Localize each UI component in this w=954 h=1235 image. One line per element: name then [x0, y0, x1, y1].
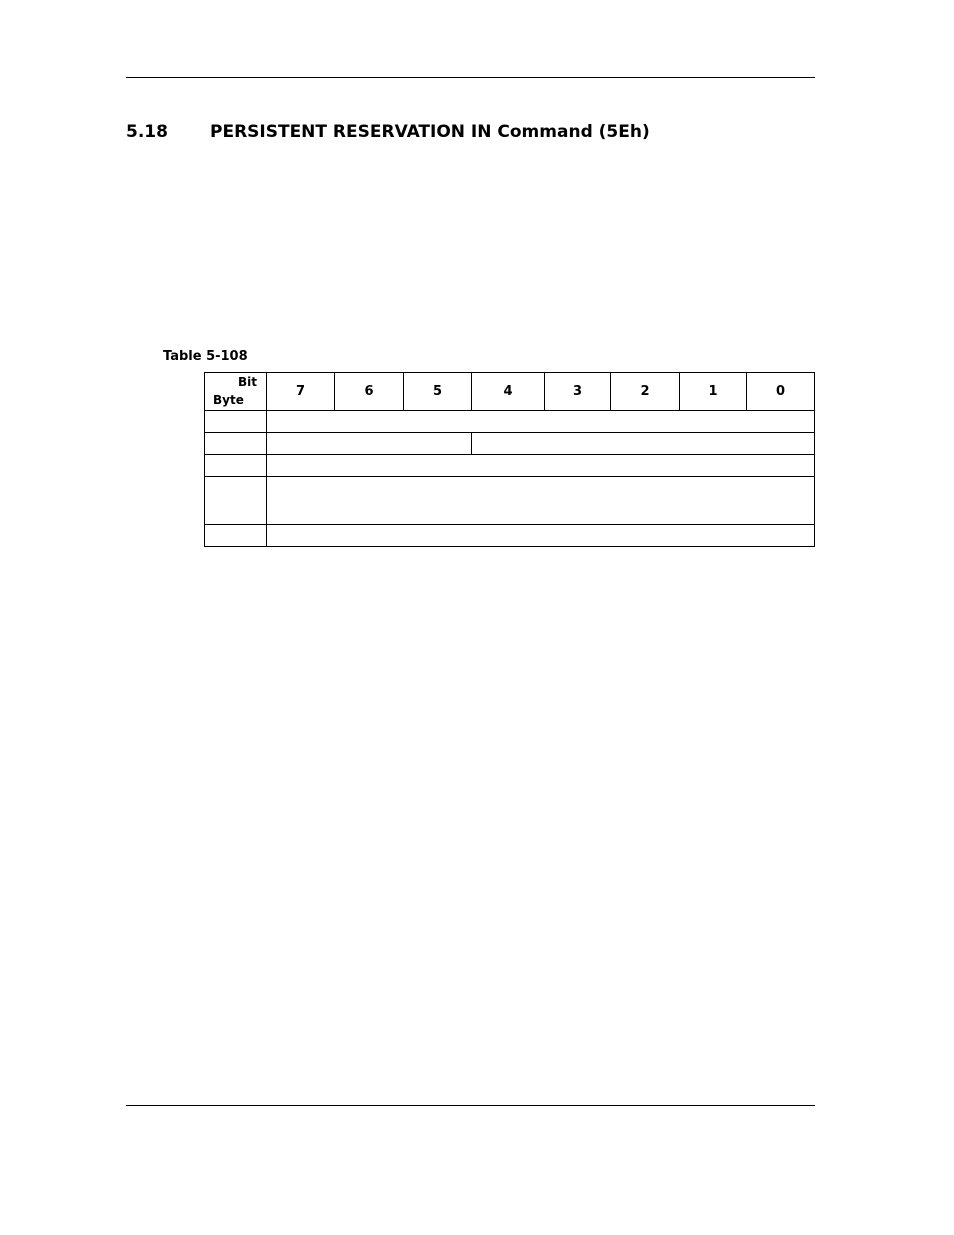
byte-cell — [205, 455, 267, 477]
bit-header-5: 5 — [404, 373, 472, 411]
table-row — [205, 477, 815, 525]
field-cell — [267, 455, 815, 477]
section-title: PERSISTENT RESERVATION IN Command (5Eh) — [210, 122, 650, 142]
footer-rule — [126, 1105, 815, 1106]
field-cell — [267, 411, 815, 433]
bit-header-0: 0 — [747, 373, 815, 411]
table-row — [205, 433, 815, 455]
byte-cell — [205, 525, 267, 547]
table-caption: Table 5-108 — [163, 349, 248, 364]
table-row — [205, 525, 815, 547]
byte-cell — [205, 477, 267, 525]
field-cell-lower-bits — [472, 433, 815, 455]
bit-header-6: 6 — [335, 373, 404, 411]
header-rule — [126, 77, 815, 78]
command-descriptor-table — [204, 372, 815, 547]
table-row — [205, 411, 815, 433]
bit-header-2: 2 — [611, 373, 680, 411]
bit-label: Bit — [238, 375, 257, 389]
byte-cell — [205, 433, 267, 455]
field-cell — [267, 525, 815, 547]
section-number: 5.18 — [126, 122, 168, 142]
field-cell — [267, 477, 815, 525]
bit-header-7: 7 — [267, 373, 335, 411]
bit-header-4: 4 — [472, 373, 545, 411]
bit-byte-corner-cell — [205, 373, 267, 411]
bit-header-1: 1 — [680, 373, 747, 411]
byte-label: Byte — [213, 393, 244, 407]
table-header-row — [205, 373, 815, 411]
byte-cell — [205, 411, 267, 433]
field-cell-upper-bits — [267, 433, 472, 455]
table-row — [205, 455, 815, 477]
bit-header-3: 3 — [545, 373, 611, 411]
